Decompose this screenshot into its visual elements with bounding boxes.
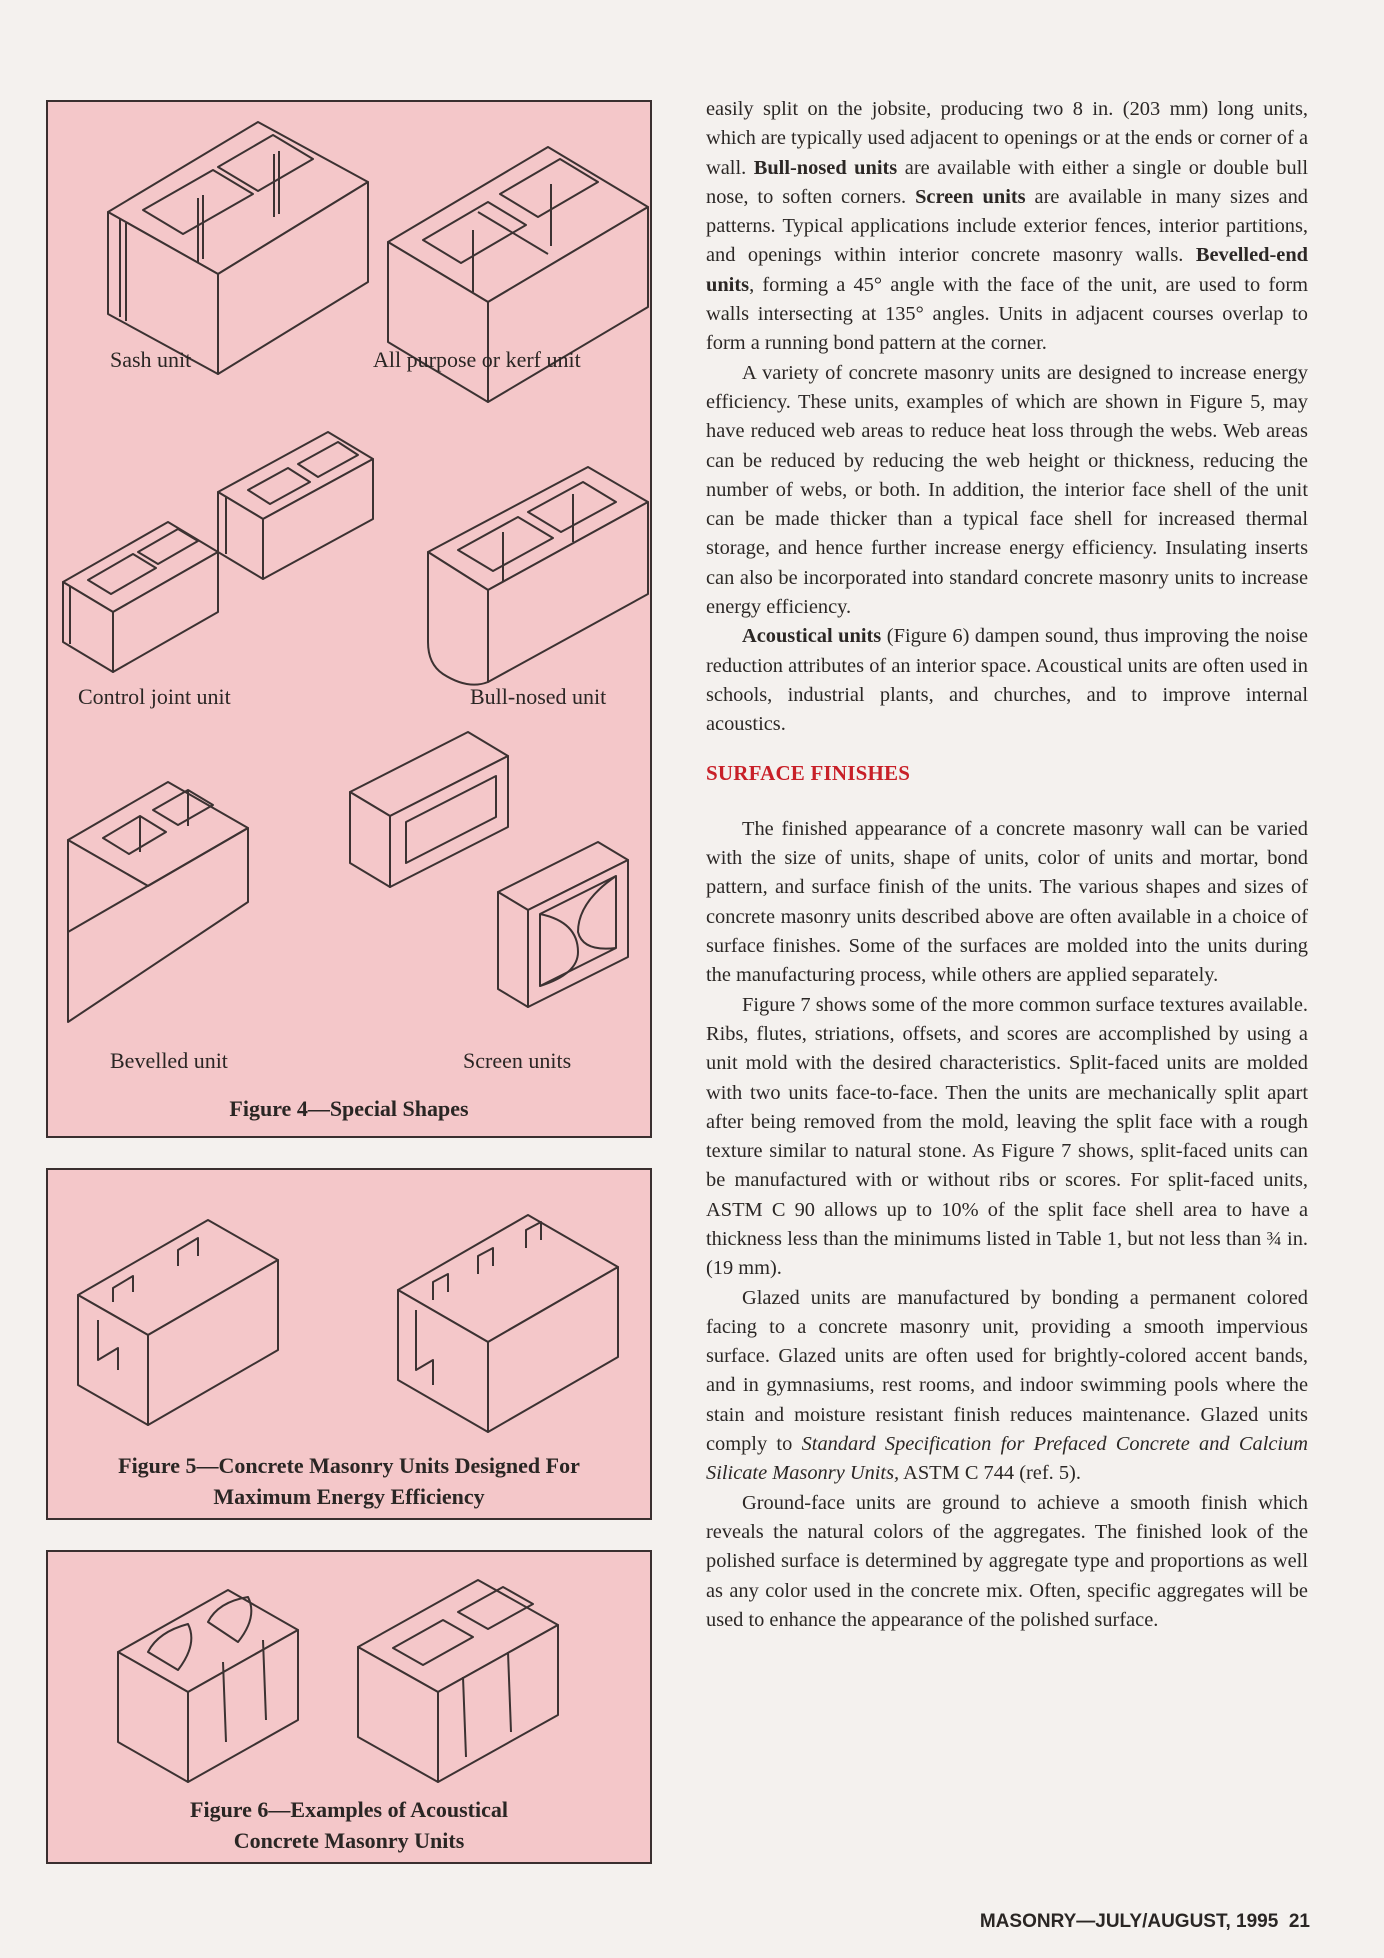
term-acoustical-units: Acoustical units xyxy=(742,625,882,648)
figure-5-panel xyxy=(46,1168,652,1520)
bull-nosed-unit-drawing xyxy=(428,467,648,685)
energy-unit-drawing-2 xyxy=(398,1215,618,1432)
paragraph-energy-efficiency: A variety of concrete masonry units are designed to increase energy efficiency. These units, examples of which are shown in Figure 5, may have reduced web areas to reduce heat loss through the webs. Web areas can be reduced by reducing the web height or thickness, reducing the number of webs, or both. In addition, the interior face shell of the unit can be made thicker than a typical face shell for increased thermal storage, and hence further increase energy efficiency. Insulating inserts can also be incorporated into standard concrete masonry units to increase energy efficiency. xyxy=(706,361,1308,619)
figure-5-caption-line-1: Figure 5—Concrete Masonry Units Designed For xyxy=(118,1453,580,1478)
figure-4-caption: Figure 4—Special Shapes xyxy=(229,1096,469,1121)
section-heading-surface-finishes: SURFACE FINISHES xyxy=(706,760,911,785)
p6-text-c: ASTM C 744 (ref. 5). xyxy=(899,1462,1081,1485)
journal-issue: MASONRY—JULY/AUGUST, 1995 xyxy=(979,1911,1279,1932)
p3-text-b: (Figure 6) dampen sound, thus improving the noise reduction attributes of an interior space. Acoustical units are often used in schools, industrial plants, and churches, and to improve internal acoustics. xyxy=(706,625,1308,736)
article-column xyxy=(706,95,1308,1635)
term-screen-units: Screen units xyxy=(915,185,1026,208)
label-all-purpose-unit: All purpose or kerf unit xyxy=(373,347,581,372)
page-footer xyxy=(980,1911,1310,1933)
figure-6-panel xyxy=(46,1550,652,1864)
p1-text-e: are available in many sizes and patterns. Typical applications include exterior fences, interior partitions, and openings within interior concrete masonry walls. xyxy=(706,185,1308,267)
p1-text-g: , forming a 45° angle with the face of the unit, are used to form walls intersecting at 135° angles. Units in adjacent courses overlap to form a running bond pattern at the corner. xyxy=(706,273,1308,355)
label-sash-unit: Sash unit xyxy=(110,347,192,372)
paragraph-unit-types xyxy=(706,95,1308,359)
label-bull-nosed-unit: Bull-nosed unit xyxy=(470,684,607,709)
energy-unit-drawing-1 xyxy=(78,1220,278,1425)
bevelled-unit-drawing xyxy=(68,782,248,1022)
paragraph-acoustical-units xyxy=(706,622,1308,739)
term-bull-nosed-units: Bull-nosed units xyxy=(753,156,898,179)
figure-6-caption-line-1: Figure 6—Examples of Acoustical xyxy=(190,1797,508,1822)
paragraph-finished-appearance: The finished appearance of a concrete masonry wall can be varied with the size of units, shape of units, color of units and mortar, bond pattern, and surface finish of the units. The various shapes and sizes of concrete masonry units described above are often available in a choice of surface finishes. Some of the surfaces are molded into the units during the manufacturing process, while others are applied separately. xyxy=(706,817,1308,987)
term-bevelled-end-units: Bevelled-end units xyxy=(706,244,1308,296)
p1-text-a: easily split on the jobsite, producing two 8 in. (203 mm) long units, which are typically used adjacent to openings or at the ends or corner of a wall. xyxy=(706,98,1308,179)
acoustical-unit-drawing-2 xyxy=(358,1580,558,1782)
label-screen-units: Screen units xyxy=(463,1048,572,1073)
figure-4-drawings xyxy=(48,102,650,1136)
figure-5-caption-line-2: Maximum Energy Efficiency xyxy=(213,1484,485,1509)
label-control-joint-unit: Control joint unit xyxy=(78,684,231,709)
figure-4-panel xyxy=(46,100,652,1138)
paragraph-glazed-units xyxy=(706,1284,1308,1489)
acoustical-unit-drawing-1 xyxy=(118,1590,298,1782)
sash-unit-drawing xyxy=(108,122,368,374)
page-number: 21 xyxy=(1288,1911,1310,1932)
standard-title: Standard Specification for Prefaced Concrete and Calcium Silicate Masonry Units, xyxy=(706,1433,1309,1485)
figure-6-caption-line-2: Concrete Masonry Units xyxy=(233,1828,465,1853)
paragraph-ground-face-units: Ground-face units are ground to achieve a smooth finish which reveals the natural colors of the aggregates. The finished look of the polished surface is determined by aggregate type and proportions as well as any color used in the concrete mix. Often, specific aggregates will be used to enhance the appearance of the polished surface. xyxy=(706,1491,1308,1631)
label-bevelled-unit: Bevelled unit xyxy=(110,1048,228,1073)
p6-text-a: Glazed units are manufactured by bonding a permanent colored facing to a concrete masonry unit, providing a smooth impervious surface. Glazed units are often used for brightly-colored accent bands, and in gymnasiums, rest rooms, and indoor swimming pools where the stain and moisture resistant finish reduces maintenance. Glazed units comply to xyxy=(706,1286,1308,1456)
screen-units-drawing xyxy=(350,732,628,1007)
paragraph-surface-textures: Figure 7 shows some of the more common surface textures available. Ribs, flutes, striations, offsets, and scores are accomplished by using a unit mold with the desired characteristics. Split-faced units are molded with two units face-to-face. Then the units are mechanically split apart after being removed from the mold, leaving the split face with a rough texture similar to natural stone. As Figure 7 shows, split-faced units can be manufactured with or without ribs or scores. For split-faced units, ASTM C 90 allows up to 10% of the split face shell area to have a thickness less than the minimums listed in Table 1, but not less than ¾ in. (19 mm). xyxy=(706,993,1308,1280)
p1-text-c: are available with either a single or double bull nose, to soften corners. xyxy=(706,156,1308,208)
control-joint-unit-drawing xyxy=(63,432,373,672)
